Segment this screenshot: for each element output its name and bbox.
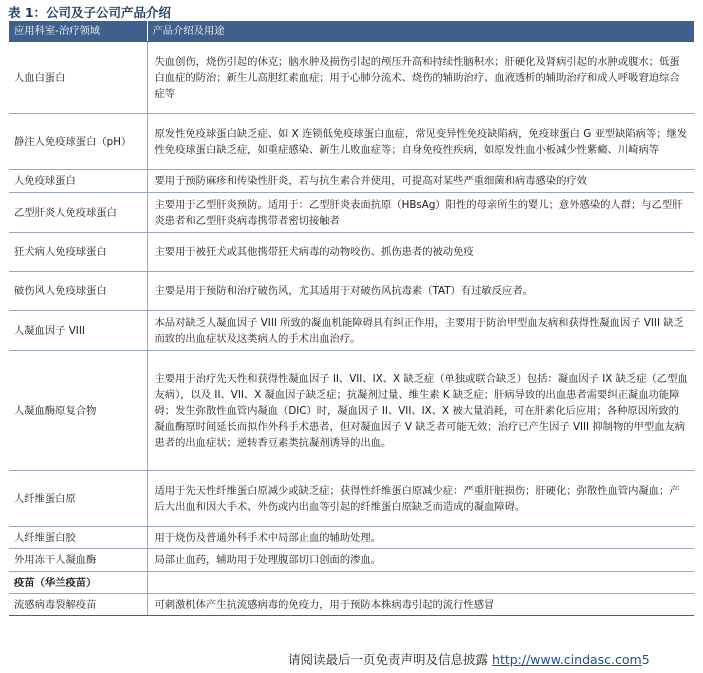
page-footer bbox=[288, 650, 650, 668]
product-description: 本品对缺乏人凝血因子 VIII 所致的凝血机能障碍具有纠正作用，主要用于防治甲型血友病和获得性凝血因子 VIII 缺乏而致的出血症状及这类病人的手术出血治疗。 bbox=[147, 311, 694, 351]
product-name: 人凝血因子 VIII bbox=[9, 311, 147, 351]
product-name: 乙型肝炎人免疫球蛋白 bbox=[9, 193, 147, 233]
header-description: 产品介绍及用途 bbox=[147, 21, 694, 42]
table-header-row bbox=[9, 21, 694, 42]
product-description: 主要是用于预防和治疗破伤风，尤其适用于对破伤风抗毒素（TAT）有过敏反应者。 bbox=[147, 272, 694, 311]
table-row bbox=[9, 351, 694, 471]
product-description: 主要用于治疗先天性和获得性凝血因子 II、VII、IX、X 缺乏症（单独或联合缺乏）包括：凝血因子 IX 缺乏症（乙型血友病），以及 II、VII、X 凝血因子缺乏症；抗凝剂过量、维生素 K 缺乏症；肝病导致的出血患者需要纠正凝血功能障碍；发生弥散性血管内凝血（DIC）时，凝血因子 II、VII、IX、X 被大量消耗，可在肝素化后应用；各种原因所致的凝血酶原时间延长而拟作外科手术患者，但对凝血因子 V 缺乏者可能无效；治疗已产生因子 VIII 抑制物的甲型血友病患者的出血症状；逆转香豆素类抗凝剂诱导的出血。 bbox=[147, 351, 694, 471]
product-name: 静注人免疫球蛋白（pH） bbox=[9, 114, 147, 170]
table-row bbox=[9, 549, 694, 572]
product-name: 人免疫球蛋白 bbox=[9, 170, 147, 193]
product-description: 失血创伤，烧伤引起的休克；脑水肿及损伤引起的颅压升高和持续性脑积水；肝硬化及肾病引起的水肿或腹水；低蛋白血症的防治；新生儿高胆红素血症；用于心肺分流术、烧伤的辅助治疗、血液透析的辅助治疗和成人呼吸窘迫综合症等 bbox=[147, 42, 694, 114]
table-row bbox=[9, 471, 694, 527]
product-table bbox=[9, 21, 694, 616]
product-description: 可刺激机体产生抗流感病毒的免疫力，用于预防本株病毒引起的流行性感冒 bbox=[147, 594, 694, 616]
product-name: 人纤维蛋白原 bbox=[9, 471, 147, 527]
table-row bbox=[9, 594, 694, 616]
website-link[interactable]: http://www.cindasc.com bbox=[492, 652, 642, 667]
product-description: 原发性免疫球蛋白缺乏症、如 X 连锁低免疫球蛋白血症，常见变异性免疫缺陷病，免疫球蛋白 G 亚型缺陷病等；继发性免疫球蛋白缺乏症，如重症感染、新生儿败血症等；自身免疫性疾病，如原发性血小板减少性紫癜、川崎病等 bbox=[147, 114, 694, 170]
table-title: 表 1：公司及子公司产品介绍 bbox=[8, 5, 172, 20]
product-description: 主要用于乙型肝炎预防。适用于：乙型肝炎表面抗原（HBsAg）阳性的母亲所生的婴儿；意外感染的人群；与乙型肝炎患者和乙型肝炎病毒携带者密切接触者 bbox=[147, 193, 694, 233]
table-row bbox=[9, 170, 694, 193]
table-row bbox=[9, 42, 694, 114]
table-row bbox=[9, 193, 694, 233]
table-row bbox=[9, 233, 694, 272]
product-description: 适用于先天性纤维蛋白原减少或缺乏症；获得性纤维蛋白原减少症：严重肝脏损伤；肝硬化；弥散性血管内凝血；产后大出血和因大手术、外伤或内出血等引起的纤维蛋白原缺乏而造成的凝血障碍。 bbox=[147, 471, 694, 527]
product-name: 人凝血酶原复合物 bbox=[9, 351, 147, 471]
table-row bbox=[9, 272, 694, 311]
product-name: 破伤风人免疫球蛋白 bbox=[9, 272, 147, 311]
page-number: 5 bbox=[641, 652, 650, 667]
table-row bbox=[9, 527, 694, 549]
product-description: 用于烧伤及普通外科手术中局部止血的辅助处理。 bbox=[147, 527, 694, 549]
header-department: 应用科室-治疗领域 bbox=[9, 21, 147, 42]
product-description: 主要用于被狂犬或其他携带狂犬病毒的动物咬伤、抓伤患者的被动免疫 bbox=[147, 233, 694, 272]
product-name: 狂犬病人免疫球蛋白 bbox=[9, 233, 147, 272]
product-name: 流感病毒裂解疫苗 bbox=[9, 594, 147, 616]
product-name: 人纤维蛋白胶 bbox=[9, 527, 147, 549]
product-description: 要用于预防麻疹和传染性肝炎，若与抗生素合并使用，可提高对某些严重细菌和病毒感染的疗效 bbox=[147, 170, 694, 193]
category-label: 疫苗（华兰疫苗） bbox=[9, 572, 147, 594]
table-row bbox=[9, 114, 694, 170]
product-name: 人血白蛋白 bbox=[9, 42, 147, 114]
disclaimer-text: 请阅读最后一页免责声明及信息披露 bbox=[288, 652, 489, 667]
category-row bbox=[9, 572, 694, 594]
table-row bbox=[9, 311, 694, 351]
product-description: 局部止血药，辅助用于处理腹部切口创面的渗血。 bbox=[147, 549, 694, 572]
product-name: 外用冻干人凝血酶 bbox=[9, 549, 147, 572]
